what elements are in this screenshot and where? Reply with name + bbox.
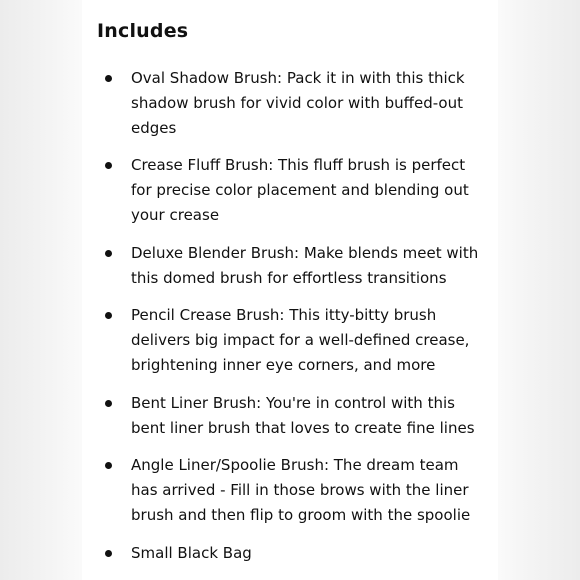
- bullet-icon: [105, 462, 112, 469]
- list-item: [82, 541, 498, 566]
- list-item: [82, 303, 498, 377]
- bullet-icon: [105, 550, 112, 557]
- list-item: [82, 66, 498, 140]
- item-text: Pencil Crease Brush: This itty-bitty brush delivers big impact for a well-defined crease, brightening inner eye corners, and more: [131, 306, 470, 374]
- item-text: Bent Liner Brush: You're in control with this bent liner brush that loves to create fine lines: [131, 393, 475, 437]
- bullet-icon: [105, 250, 112, 257]
- item-text: Crease Fluff Brush: This fluff brush is perfect for precise color placement and blending out your crease: [131, 156, 469, 224]
- bullet-icon: [105, 75, 112, 82]
- bullet-icon: [105, 162, 112, 169]
- includes-list: [82, 66, 498, 579]
- item-text: Oval Shadow Brush: Pack it in with this thick shadow brush for vivid color with buffed-out edges: [131, 69, 465, 137]
- right-margin: [498, 0, 580, 580]
- bullet-icon: [105, 312, 112, 319]
- item-text: Small Black Bag: [131, 543, 252, 562]
- list-item: [82, 453, 498, 527]
- list-item: [82, 153, 498, 227]
- item-text: Deluxe Blender Brush: Make blends meet with this domed brush for effortless transitions: [131, 243, 479, 287]
- list-item: [82, 241, 498, 291]
- list-item: [82, 391, 498, 441]
- section-heading: Includes: [97, 20, 189, 42]
- item-text: Angle Liner/Spoolie Brush: The dream team has arrived - Fill in those brows with the liner brush and then flip to groom with the spoolie: [131, 456, 471, 524]
- product-includes-panel: [82, 0, 498, 580]
- left-margin: [0, 0, 82, 580]
- bullet-icon: [105, 400, 112, 407]
